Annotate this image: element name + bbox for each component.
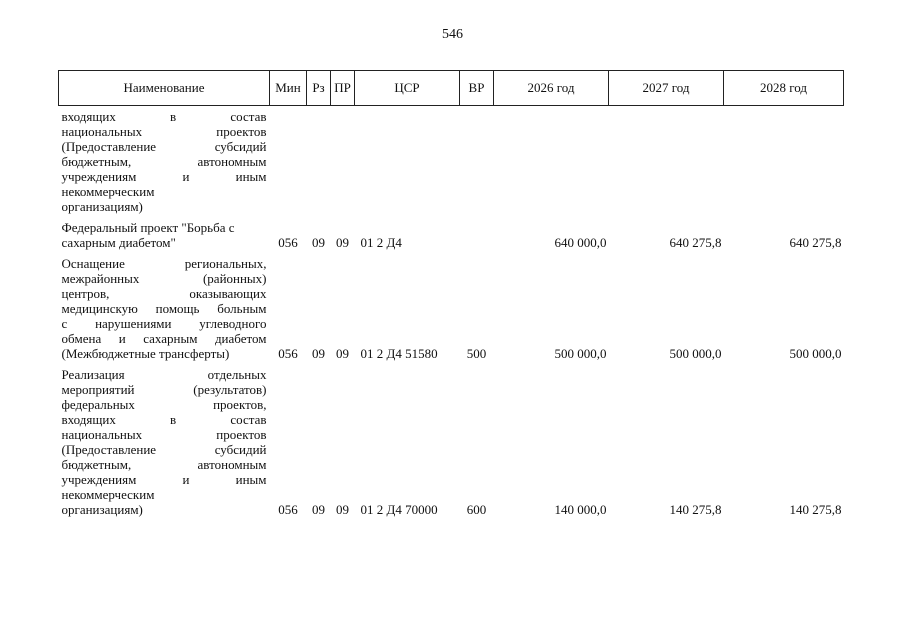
name-line: мероприятий (результатов) [61,382,267,397]
row-amount-2027: 500 000,0 [669,346,722,361]
table-row [59,367,844,523]
name-line: организациям) [61,502,143,517]
row-amount-2026: 140 000,0 [554,502,607,517]
name-line: учреждениям и иным [61,169,267,184]
name-line: сахарным диабетом" [61,235,176,250]
row-csr: 01 2 Д4 [360,235,402,250]
row-amount-2027: 640 275,8 [669,235,722,250]
name-line: национальных проектов [61,427,267,442]
table-body [59,106,844,524]
row-csr: 01 2 Д4 70000 [360,502,438,517]
header-min: Мин [270,71,307,106]
name-line: бюджетным, автономным [61,457,267,472]
name-line: обмена и сахарным диабетом [61,331,267,346]
name-line: национальных проектов [61,124,267,139]
name-line: Федеральный проект "Борьба с [61,220,235,235]
name-line: учреждениям и иным [61,472,267,487]
name-line: Реализация отдельных [61,367,267,382]
row-name [59,106,270,221]
name-line: (Межбюджетные трансферты) [61,346,230,361]
header-pr: ПР [331,71,355,106]
name-line: организациям) [61,199,143,214]
name-line: бюджетным, автономным [61,154,267,169]
row-amount-2028: 140 275,8 [789,502,842,517]
row-csr [355,106,460,221]
row-rz: 09 [312,235,325,250]
row-rz [307,106,331,221]
row-vr [460,220,494,256]
header-rz: Рз [307,71,331,106]
row-name [59,220,270,256]
page-number: 546 [442,27,463,42]
row-amount-2026 [494,106,609,221]
header-2027: 2027 год [609,71,724,106]
row-name [59,256,270,367]
name-line: некоммерческим [61,184,155,199]
budget-table [58,70,844,523]
header-2028: 2028 год [724,71,844,106]
name-line: с нарушениями углеводного [61,316,267,331]
row-amount-2028 [724,106,844,221]
header-csr: ЦСР [355,71,460,106]
row-min: 056 [278,502,298,517]
row-pr: 09 [336,235,349,250]
row-rz: 09 [312,346,325,361]
name-line: входящих в состав [61,109,267,124]
row-min: 056 [278,235,298,250]
name-line: центров, оказывающих [61,286,267,301]
row-rz: 09 [312,502,325,517]
header-vr: ВР [460,71,494,106]
row-amount-2027 [609,106,724,221]
table-row [59,220,844,256]
name-line: медицинскую помощь больным [61,301,267,316]
row-min [270,106,307,221]
name-line: (Предоставление субсидий [61,139,267,154]
row-vr [460,106,494,221]
header-name: Наименование [59,71,270,106]
row-csr: 01 2 Д4 51580 [360,346,438,361]
row-name [59,367,270,523]
row-pr [331,106,355,221]
row-vr: 500 [466,346,487,361]
name-line: федеральных проектов, [61,397,267,412]
name-line: межрайонных (районных) [61,271,267,286]
name-line: входящих в состав [61,412,267,427]
row-amount-2028: 640 275,8 [789,235,842,250]
name-line: некоммерческим [61,487,155,502]
row-vr: 600 [466,502,487,517]
header-2026: 2026 год [494,71,609,106]
table-row [59,106,844,221]
row-pr: 09 [336,346,349,361]
row-amount-2028: 500 000,0 [789,346,842,361]
row-amount-2026: 500 000,0 [554,346,607,361]
row-min: 056 [278,346,298,361]
name-line: Оснащение региональных, [61,256,267,271]
row-pr: 09 [336,502,349,517]
row-amount-2027: 140 275,8 [669,502,722,517]
table-row [59,256,844,367]
table-header-row [59,71,844,106]
row-amount-2026: 640 000,0 [554,235,607,250]
name-line: (Предоставление субсидий [61,442,267,457]
